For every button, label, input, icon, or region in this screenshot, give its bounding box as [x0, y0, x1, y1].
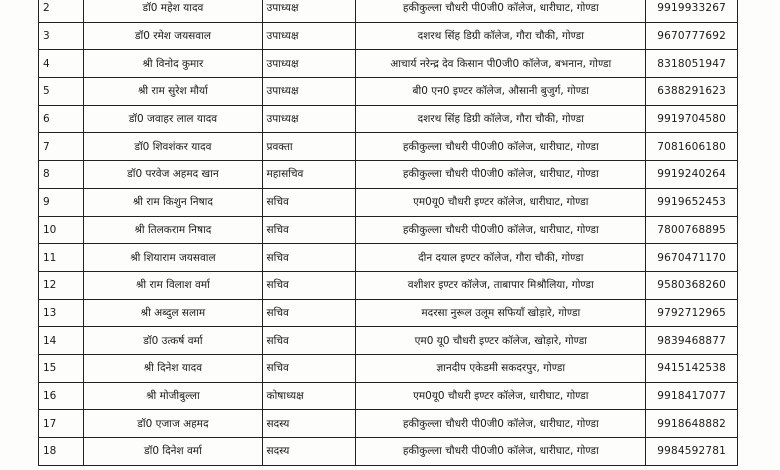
- member-name-cell: श्री दिनेश यादव: [84, 354, 262, 382]
- member-name-cell: डॉ0 एजाज अहमद: [84, 410, 262, 438]
- member-name-cell: डॉ0 परवेज अहमद खान: [84, 161, 262, 189]
- member-name-cell: डॉ0 महेश यादव: [84, 0, 262, 22]
- serial-number-cell: 2: [39, 0, 84, 22]
- serial-number-cell: 14: [39, 327, 84, 355]
- committee-roster-table: [38, 0, 738, 466]
- designation-cell: सचिव: [262, 299, 356, 327]
- table-row: [39, 161, 738, 189]
- member-name-cell: डॉ0 जवाहर लाल यादव: [84, 105, 262, 133]
- institution-cell: दशरथ सिंह डिग्री कॉलेज, गौरा चौकी, गोण्डा: [356, 22, 646, 50]
- designation-cell: उपाध्यक्ष: [262, 50, 356, 78]
- member-name-cell: श्री मोजीबुल्ला: [84, 382, 262, 410]
- designation-cell: सचिव: [262, 271, 356, 299]
- mobile-number-cell: 9919652453: [646, 188, 738, 216]
- institution-cell: हकीकुल्ला चौधरी पी0जी0 कॉलेज, धारीघाट, गोण्डा: [356, 0, 646, 22]
- mobile-number-cell: 9918417077: [646, 382, 738, 410]
- institution-cell: मदरसा नुरूल उलूम सफियाँ खोड़ारे, गोण्डा: [356, 299, 646, 327]
- institution-cell: हकीकुल्ला चौधरी पी0जी0 कॉलेज, धारीघाट, गोण्डा: [356, 161, 646, 189]
- member-name-cell: श्री अब्दुल सलाम: [84, 299, 262, 327]
- mobile-number-cell: 9415142538: [646, 354, 738, 382]
- serial-number-cell: 7: [39, 133, 84, 161]
- member-name-cell: श्री विनोद कुमार: [84, 50, 262, 78]
- serial-number-cell: 6: [39, 105, 84, 133]
- serial-number-cell: 18: [39, 438, 84, 466]
- table-row: [39, 382, 738, 410]
- serial-number-cell: 13: [39, 299, 84, 327]
- mobile-number-cell: 9670777692: [646, 22, 738, 50]
- designation-cell: उपाध्यक्ष: [262, 0, 356, 22]
- institution-cell: एम0 यू0 चौधरी इण्टर कॉलेज, खोड़ारे, गोण्डा: [356, 327, 646, 355]
- mobile-number-cell: 9984592781: [646, 438, 738, 466]
- institution-cell: बी0 एन0 इण्टर कॉलेज, औसानी बुजुर्ग, गोण्डा: [356, 78, 646, 106]
- table-row: [39, 244, 738, 272]
- serial-number-cell: 16: [39, 382, 84, 410]
- mobile-number-cell: 7800768895: [646, 216, 738, 244]
- designation-cell: सचिव: [262, 244, 356, 272]
- serial-number-cell: 5: [39, 78, 84, 106]
- serial-number-cell: 12: [39, 271, 84, 299]
- member-name-cell: श्री शियाराम जयसवाल: [84, 244, 262, 272]
- designation-cell: सचिव: [262, 216, 356, 244]
- table-row: [39, 78, 738, 106]
- serial-number-cell: 10: [39, 216, 84, 244]
- mobile-number-cell: 9919704580: [646, 105, 738, 133]
- designation-cell: कोषाध्यक्ष: [262, 382, 356, 410]
- member-name-cell: श्री राम सुरेश मौर्या: [84, 78, 262, 106]
- member-name-cell: श्री राम किशुन निषाद: [84, 188, 262, 216]
- institution-cell: दशरथ सिंह डिग्री कॉलेज, गौरा चौकी, गोण्डा: [356, 105, 646, 133]
- institution-cell: ज्ञानदीप एकेडमी सकदरपुर, गोण्डा: [356, 354, 646, 382]
- institution-cell: एम0यू0 चौधरी इण्टर कॉलेज, धारीघाट, गोण्डा: [356, 382, 646, 410]
- table-row: [39, 410, 738, 438]
- institution-cell: हकीकुल्ला चौधरी पी0जी0 कॉलेज, धारीघाट, गोण्डा: [356, 438, 646, 466]
- table-row: [39, 438, 738, 466]
- table-row: [39, 216, 738, 244]
- designation-cell: सचिव: [262, 354, 356, 382]
- mobile-number-cell: 9919933267: [646, 0, 738, 22]
- serial-number-cell: 4: [39, 50, 84, 78]
- roster-table-body: [39, 0, 738, 465]
- mobile-number-cell: 7081606180: [646, 133, 738, 161]
- member-name-cell: डॉ0 दिनेश वर्मा: [84, 438, 262, 466]
- member-name-cell: श्री तिलकराम निषाद: [84, 216, 262, 244]
- table-row: [39, 271, 738, 299]
- institution-cell: हकीकुल्ला चौधरी पी0जी0 कॉलेज, धारीघाट, गोण्डा: [356, 410, 646, 438]
- serial-number-cell: 11: [39, 244, 84, 272]
- designation-cell: महासचिव: [262, 161, 356, 189]
- table-row: [39, 299, 738, 327]
- member-name-cell: श्री राम विलाश वर्मा: [84, 271, 262, 299]
- table-row: [39, 22, 738, 50]
- table-row: [39, 133, 738, 161]
- table-row: [39, 105, 738, 133]
- mobile-number-cell: 9919240264: [646, 161, 738, 189]
- designation-cell: प्रवक्ता: [262, 133, 356, 161]
- mobile-number-cell: 9839468877: [646, 327, 738, 355]
- designation-cell: सचिव: [262, 188, 356, 216]
- designation-cell: उपाध्यक्ष: [262, 22, 356, 50]
- institution-cell: आचार्य नरेन्द्र देव किसान पी0जी0 कॉलेज, बभनान, गोण्डा: [356, 50, 646, 78]
- serial-number-cell: 9: [39, 188, 84, 216]
- institution-cell: दीन दयाल इण्टर कॉलेज, गौरा चौकी, गोण्डा: [356, 244, 646, 272]
- designation-cell: उपाध्यक्ष: [262, 78, 356, 106]
- mobile-number-cell: 9918648882: [646, 410, 738, 438]
- serial-number-cell: 15: [39, 354, 84, 382]
- designation-cell: सदस्य: [262, 438, 356, 466]
- designation-cell: सचिव: [262, 327, 356, 355]
- table-row: [39, 50, 738, 78]
- institution-cell: हकीकुल्ला चौधरी पी0जी0 कॉलेज, धारीघाट, गोण्डा: [356, 133, 646, 161]
- serial-number-cell: 3: [39, 22, 84, 50]
- table-row: [39, 188, 738, 216]
- designation-cell: सदस्य: [262, 410, 356, 438]
- mobile-number-cell: 9670471170: [646, 244, 738, 272]
- institution-cell: वशीशर इण्टर कॉलेज, ताबापार मिश्रौलिया, गोण्डा: [356, 271, 646, 299]
- table-row: [39, 327, 738, 355]
- serial-number-cell: 8: [39, 161, 84, 189]
- institution-cell: एम0यू0 चौधरी इण्टर कॉलेज, धारीघाट, गोण्डा: [356, 188, 646, 216]
- member-name-cell: डॉ0 उत्कर्ष वर्मा: [84, 327, 262, 355]
- mobile-number-cell: 9580368260: [646, 271, 738, 299]
- member-name-cell: डॉ0 शिवशंकर यादव: [84, 133, 262, 161]
- mobile-number-cell: 6388291623: [646, 78, 738, 106]
- table-row: [39, 0, 738, 22]
- serial-number-cell: 17: [39, 410, 84, 438]
- mobile-number-cell: 8318051947: [646, 50, 738, 78]
- mobile-number-cell: 9792712965: [646, 299, 738, 327]
- institution-cell: हकीकुल्ला चौधरी पी0जी0 कॉलेज, धारीघाट, गोण्डा: [356, 216, 646, 244]
- member-name-cell: डॉ0 रमेश जयसवाल: [84, 22, 262, 50]
- table-row: [39, 354, 738, 382]
- designation-cell: उपाध्यक्ष: [262, 105, 356, 133]
